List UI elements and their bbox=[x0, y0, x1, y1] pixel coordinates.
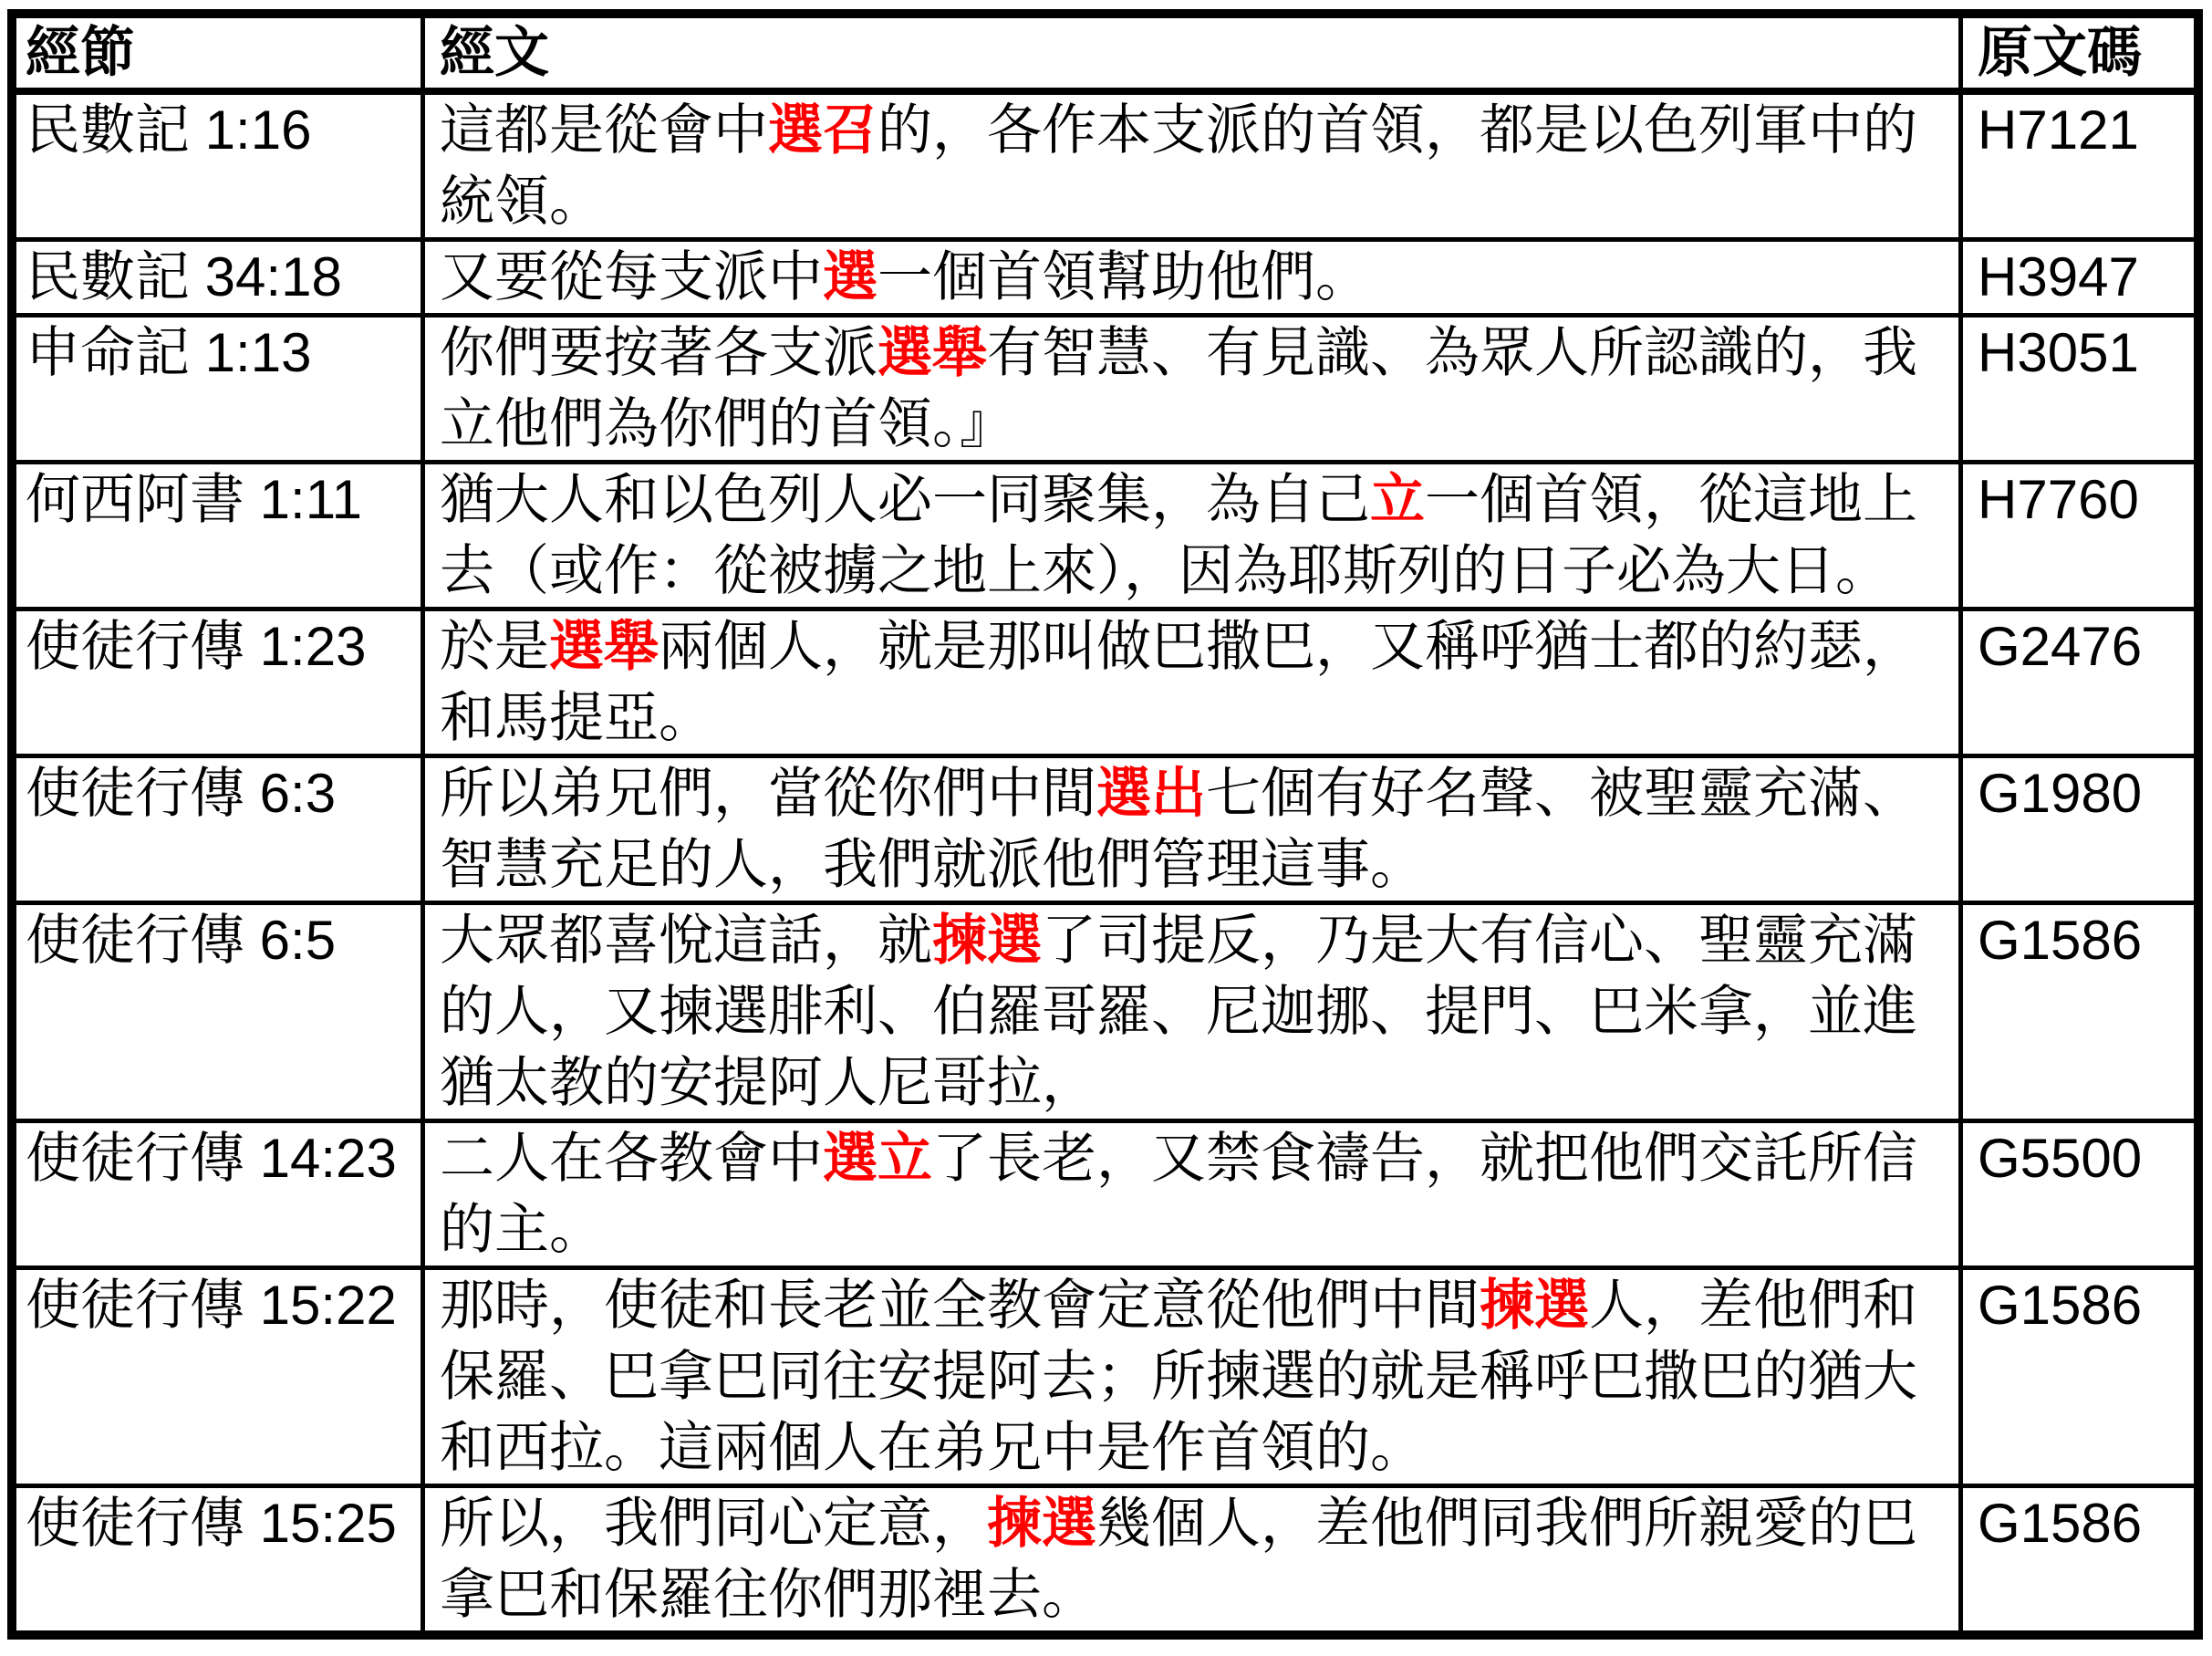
verse-line bbox=[440, 829, 1944, 901]
verse-text-segment: 那時，使徒和長老並全教會定意從他們中間 bbox=[440, 1275, 1480, 1336]
verse-text-segment: 又要從每支派中 bbox=[440, 246, 823, 307]
verse-line bbox=[440, 1047, 1944, 1119]
header-row bbox=[16, 18, 2194, 95]
verse-line bbox=[440, 758, 1944, 829]
verse-text-segment: 所以弟兄們，當從你們中間 bbox=[440, 763, 1096, 824]
verse-line bbox=[440, 166, 1944, 237]
verse-text-cell bbox=[425, 1123, 1963, 1270]
verse-text-segment: 和西拉。這兩個人在弟兄中是作首領的。 bbox=[440, 1417, 1425, 1478]
verse-text-segment: 一個首領幫助他們。 bbox=[878, 246, 1370, 307]
verse-line bbox=[440, 1559, 1944, 1630]
original-code-cell bbox=[1963, 95, 2194, 242]
verse-reference-cell bbox=[16, 95, 425, 242]
header-verse-text: 經文 bbox=[425, 18, 1963, 95]
original-code-cell bbox=[1963, 758, 2194, 905]
highlighted-keyword: 立 bbox=[1370, 469, 1425, 530]
verse-text-segment: 的，各作本支派的首領，都是以色列軍中的 bbox=[878, 99, 1917, 161]
verse-text-segment: 保羅、巴拿巴同往安提阿去；所揀選的就是稱呼巴撒巴的猶大 bbox=[440, 1346, 1917, 1407]
verse-text-segment: 二人在各教會中 bbox=[440, 1128, 823, 1189]
verse-reference-cell bbox=[16, 905, 425, 1123]
original-code-cell bbox=[1963, 611, 2194, 758]
verse-line bbox=[440, 1123, 1944, 1194]
verse-text-segment: 於是 bbox=[440, 616, 549, 677]
verse-text-segment: 的人，又揀選腓利、伯羅哥羅、尼迦挪、提門、巴米拿，並進 bbox=[440, 981, 1917, 1042]
verse-text-cell bbox=[425, 242, 1963, 318]
verse-text-segment: 一個首領，從這地上 bbox=[1425, 469, 1917, 530]
verse-text-segment: 人，差他們和 bbox=[1589, 1275, 1917, 1336]
highlighted-keyword: 揀選 bbox=[987, 1493, 1096, 1554]
verse-reference-cell bbox=[16, 1488, 425, 1630]
verse-text-segment: 和馬提亞。 bbox=[440, 687, 713, 748]
verse-reference-cell bbox=[16, 1270, 425, 1488]
verse-line bbox=[440, 1341, 1944, 1412]
original-code-cell bbox=[1963, 1270, 2194, 1488]
verse-line bbox=[440, 1412, 1944, 1484]
table-row bbox=[16, 611, 2194, 758]
verse-text-segment: 幾個人，差他們同我們所親愛的巴 bbox=[1096, 1493, 1917, 1554]
verse-text-cell bbox=[425, 905, 1963, 1123]
header-verse-reference: 經節 bbox=[16, 18, 425, 95]
verse-text-segment: 拿巴和保羅往你們那裡去。 bbox=[440, 1564, 1096, 1625]
verse-line bbox=[440, 464, 1944, 536]
verse-text-segment: 大眾都喜悅這話，就 bbox=[440, 910, 932, 971]
strongs-code: H3051 bbox=[1978, 322, 2139, 383]
original-code-cell bbox=[1963, 242, 2194, 318]
table-row bbox=[16, 1123, 2194, 1270]
verse-line bbox=[440, 1488, 1944, 1559]
original-code-cell bbox=[1963, 905, 2194, 1123]
verse-text-cell bbox=[425, 1488, 1963, 1630]
original-code-cell bbox=[1963, 464, 2194, 611]
verse-line bbox=[440, 242, 1944, 313]
verse-reference-cell bbox=[16, 1123, 425, 1270]
verse-text-segment: 猶太教的安提阿人尼哥拉， bbox=[440, 1052, 1096, 1113]
header-original-code: 原文碼 bbox=[1963, 18, 2194, 95]
verse-reference: 使徒行傳 6:3 bbox=[26, 763, 337, 824]
table-row bbox=[16, 1270, 2194, 1488]
table-row bbox=[16, 905, 2194, 1123]
highlighted-keyword: 選舉 bbox=[878, 322, 987, 383]
verse-reference: 使徒行傳 15:22 bbox=[26, 1275, 397, 1336]
verse-reference: 使徒行傳 6:5 bbox=[26, 910, 337, 971]
original-code-cell bbox=[1963, 318, 2194, 464]
highlighted-keyword: 選 bbox=[823, 246, 878, 307]
verse-line bbox=[440, 1194, 1944, 1265]
strongs-code: G1586 bbox=[1978, 1493, 2143, 1554]
table-row bbox=[16, 242, 2194, 318]
verse-line bbox=[440, 1270, 1944, 1341]
verse-reference-cell bbox=[16, 758, 425, 905]
verse-line bbox=[440, 905, 1944, 976]
verse-text-segment: 去（或作：從被擄之地上來），因為耶斯列的日子必為大日。 bbox=[440, 540, 1890, 601]
verse-line bbox=[440, 611, 1944, 682]
verse-line bbox=[440, 536, 1944, 607]
verse-text-cell bbox=[425, 611, 1963, 758]
verse-reference: 民數記 1:16 bbox=[26, 99, 312, 161]
verse-reference: 民數記 34:18 bbox=[26, 246, 342, 307]
verse-reference: 使徒行傳 15:25 bbox=[26, 1493, 397, 1554]
table-row bbox=[16, 464, 2194, 611]
verse-text-segment: 立他們為你們的首領。』 bbox=[440, 393, 1014, 454]
verse-text-segment: 的主。 bbox=[440, 1199, 604, 1260]
verse-text-segment: 了司提反，乃是大有信心、聖靈充滿 bbox=[1042, 910, 1917, 971]
verse-reference: 使徒行傳 1:23 bbox=[26, 616, 367, 677]
highlighted-keyword: 選舉 bbox=[549, 616, 659, 677]
strongs-code: G1586 bbox=[1978, 1275, 2143, 1336]
verse-reference: 申命記 1:13 bbox=[26, 322, 312, 383]
strongs-code: H7121 bbox=[1978, 99, 2139, 161]
verse-text-segment: 有智慧、有見識、為眾人所認識的，我 bbox=[987, 322, 1917, 383]
verse-text-segment: 兩個人，就是那叫做巴撒巴，又稱呼猶士都的約瑟， bbox=[659, 616, 1917, 677]
strongs-code: G2476 bbox=[1978, 616, 2143, 677]
verse-text-segment: 智慧充足的人，我們就派他們管理這事。 bbox=[440, 834, 1425, 895]
table-row bbox=[16, 95, 2194, 242]
highlighted-keyword: 選立 bbox=[823, 1128, 932, 1189]
verse-reference-cell bbox=[16, 242, 425, 318]
original-code-cell bbox=[1963, 1123, 2194, 1270]
strongs-code: G1980 bbox=[1978, 763, 2143, 824]
verse-reference-cell bbox=[16, 318, 425, 464]
verse-text-segment: 七個有好名聲、被聖靈充滿、 bbox=[1206, 763, 1917, 824]
verse-text-segment: 你們要按著各支派 bbox=[440, 322, 878, 383]
verse-text-segment: 了長老，又禁食禱告，就把他們交託所信 bbox=[932, 1128, 1917, 1189]
verse-line bbox=[440, 318, 1944, 389]
highlighted-keyword: 選召 bbox=[768, 99, 878, 161]
verse-line bbox=[440, 682, 1944, 754]
verse-table bbox=[7, 9, 2203, 1640]
strongs-code: H7760 bbox=[1978, 469, 2139, 530]
verse-reference: 何西阿書 1:11 bbox=[26, 469, 362, 530]
strongs-code: G5500 bbox=[1978, 1128, 2143, 1189]
original-code-cell bbox=[1963, 1488, 2194, 1630]
strongs-code: H3947 bbox=[1978, 246, 2139, 307]
verse-line bbox=[440, 389, 1944, 460]
verse-text-segment: 這都是從會中 bbox=[440, 99, 768, 161]
verse-text-cell bbox=[425, 95, 1963, 242]
verse-text-cell bbox=[425, 758, 1963, 905]
table-row bbox=[16, 318, 2194, 464]
verse-text-segment: 所以，我們同心定意， bbox=[440, 1493, 987, 1554]
table-row bbox=[16, 758, 2194, 905]
verse-text-segment: 猶大人和以色列人必一同聚集，為自己 bbox=[440, 469, 1370, 530]
strongs-code: G1586 bbox=[1978, 910, 2143, 971]
table-row bbox=[16, 1488, 2194, 1630]
verse-reference-cell bbox=[16, 611, 425, 758]
highlighted-keyword: 選出 bbox=[1096, 763, 1206, 824]
verse-line bbox=[440, 95, 1944, 166]
highlighted-keyword: 揀選 bbox=[932, 910, 1042, 971]
verse-text-cell bbox=[425, 318, 1963, 464]
verse-reference-cell bbox=[16, 464, 425, 611]
verse-reference: 使徒行傳 14:23 bbox=[26, 1128, 397, 1189]
verse-text-cell bbox=[425, 1270, 1963, 1488]
verse-text-cell bbox=[425, 464, 1963, 611]
verse-line bbox=[440, 976, 1944, 1047]
highlighted-keyword: 揀選 bbox=[1480, 1275, 1589, 1336]
verse-text-segment: 統領。 bbox=[440, 171, 604, 232]
